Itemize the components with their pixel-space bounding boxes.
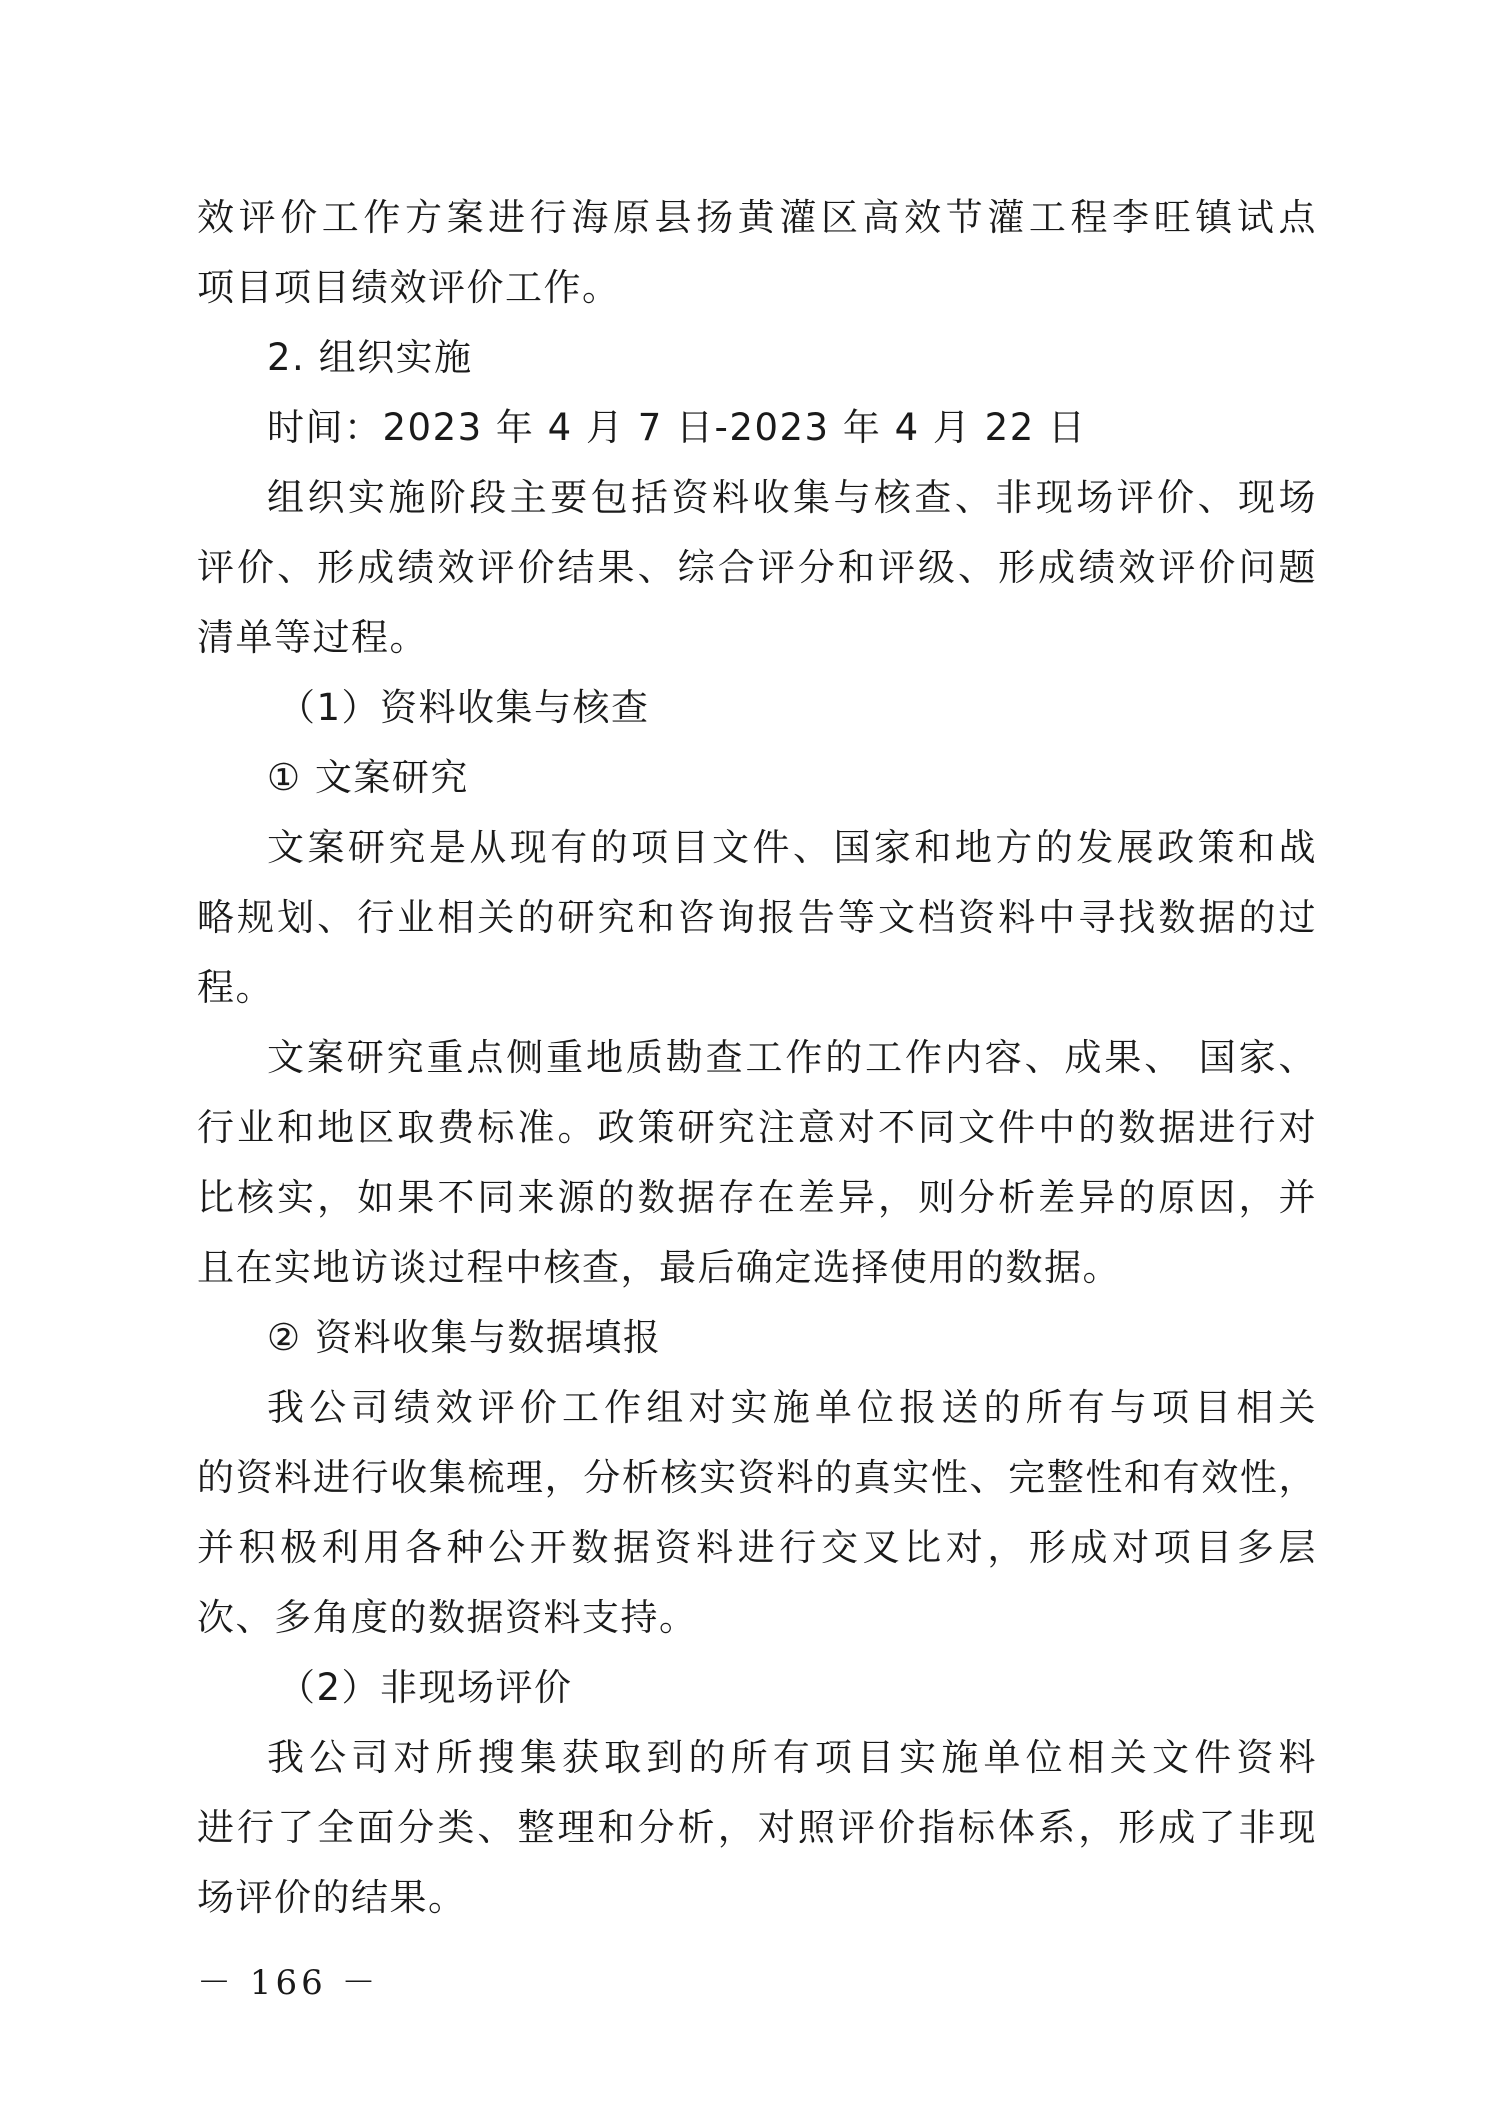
paragraph-line: 程。 bbox=[197, 966, 274, 1009]
paragraph-line: 评价、形成绩效评价结果、综合评分和评级、形成绩效评价问题 bbox=[197, 546, 1317, 589]
paragraph-line: 项目项目绩效评价工作。 bbox=[197, 266, 621, 309]
paragraph-line: 进行了全面分类、整理和分析，对照评价指标体系，形成了非现 bbox=[197, 1806, 1317, 1849]
paragraph-line: 文案研究重点侧重地质勘查工作的工作内容、成果、 国家、 bbox=[267, 1036, 1317, 1079]
subsection-heading: （2）非现场评价 bbox=[278, 1666, 573, 1709]
paragraph-line: 效评价工作方案进行海原县扬黄灌区高效节灌工程李旺镇试点 bbox=[197, 196, 1317, 239]
paragraph-line: 场评价的结果。 bbox=[197, 1876, 467, 1919]
paragraph-line: 我公司绩效评价工作组对实施单位报送的所有与项目相关 bbox=[267, 1386, 1317, 1429]
time-line: 时间：2023 年 4 月 7 日-2023 年 4 月 22 日 bbox=[267, 406, 1087, 449]
paragraph-line: 清单等过程。 bbox=[197, 616, 428, 659]
paragraph-line: 的资料进行收集梳理，分析核实资料的真实性、完整性和有效性， bbox=[197, 1456, 1317, 1499]
section-heading: 2. 组织实施 bbox=[267, 336, 473, 379]
paragraph-line: 并积极利用各种公开数据资料进行交叉比对，形成对项目多层 bbox=[197, 1526, 1317, 1569]
subsection-heading: ① 文案研究 bbox=[267, 756, 469, 799]
paragraph-line: 文案研究是从现有的项目文件、国家和地方的发展政策和战 bbox=[267, 826, 1317, 869]
paragraph-line: 组织实施阶段主要包括资料收集与核查、非现场评价、现场 bbox=[267, 476, 1317, 519]
paragraph-line: 行业和地区取费标准。政策研究注意对不同文件中的数据进行对 bbox=[197, 1106, 1317, 1149]
paragraph-line: 次、多角度的数据资料支持。 bbox=[197, 1596, 698, 1639]
paragraph-line: 我公司对所搜集获取到的所有项目实施单位相关文件资料 bbox=[267, 1736, 1317, 1779]
paragraph-line: 且在实地访谈过程中核查，最后确定选择使用的数据。 bbox=[197, 1246, 1121, 1289]
subsection-heading: ② 资料收集与数据填报 bbox=[267, 1316, 662, 1359]
page-number: － 166 － bbox=[197, 1963, 380, 2003]
subsection-heading: （1）资料收集与核查 bbox=[278, 686, 650, 729]
paragraph-line: 略规划、行业相关的研究和咨询报告等文档资料中寻找数据的过 bbox=[197, 896, 1317, 939]
paragraph-line: 比核实，如果不同来源的数据存在差异，则分析差异的原因，并 bbox=[197, 1176, 1317, 1219]
